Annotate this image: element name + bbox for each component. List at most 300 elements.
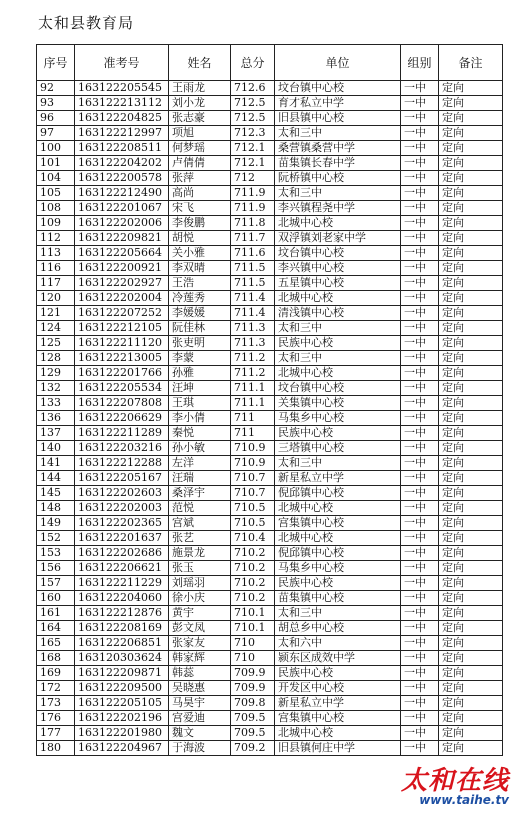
- col-remark-cell: 定向: [439, 441, 503, 456]
- col-unit-cell: 宫集镇中心校: [275, 516, 401, 531]
- col-exam-no-cell: 163122206851: [75, 636, 169, 651]
- col-seq-cell: 160: [37, 591, 75, 606]
- col-seq-cell: 168: [37, 651, 75, 666]
- table-row: [37, 201, 503, 216]
- col-exam-no-cell: 163122205105: [75, 696, 169, 711]
- col-seq-cell: 157: [37, 576, 75, 591]
- col-group-cell: 一中: [401, 471, 439, 486]
- col-score-cell: 712.1: [231, 141, 275, 156]
- col-group-cell: 一中: [401, 681, 439, 696]
- col-group-cell: 一中: [401, 711, 439, 726]
- table-row: [37, 306, 503, 321]
- col-score-cell: 712.1: [231, 156, 275, 171]
- col-remark-cell: 定向: [439, 726, 503, 741]
- col-exam-no-cell: 163122209821: [75, 231, 169, 246]
- col-exam-no-cell: 163122209500: [75, 681, 169, 696]
- col-score-cell: 712.5: [231, 96, 275, 111]
- col-remark-cell: 定向: [439, 396, 503, 411]
- col-group-cell: 一中: [401, 501, 439, 516]
- table-row: [37, 561, 503, 576]
- col-exam-no-cell: 163122211289: [75, 426, 169, 441]
- col-seq-cell: 96: [37, 111, 75, 126]
- site-watermark: [401, 768, 509, 807]
- col-exam-no-cell: 163122212876: [75, 606, 169, 621]
- col-exam-no-cell: 163122203216: [75, 441, 169, 456]
- col-seq-cell: 124: [37, 321, 75, 336]
- col-name-cell: 韩蕊: [169, 666, 231, 681]
- col-score-cell: 712: [231, 171, 275, 186]
- col-score-cell: 711.2: [231, 366, 275, 381]
- col-unit-cell: 北城中心校: [275, 726, 401, 741]
- col-score-cell: 711: [231, 411, 275, 426]
- col-exam-no-cell: 163122202004: [75, 291, 169, 306]
- col-unit-cell: 北城中心校: [275, 531, 401, 546]
- page-heading: 太和县教育局: [38, 14, 135, 32]
- table-row: [37, 576, 503, 591]
- table-row: [37, 81, 503, 96]
- col-exam-no-cell: 163122202686: [75, 546, 169, 561]
- col-seq-cell: 125: [37, 336, 75, 351]
- col-score-cell: 710.7: [231, 486, 275, 501]
- col-seq-cell: 117: [37, 276, 75, 291]
- col-seq-cell: 93: [37, 96, 75, 111]
- table-row: [37, 411, 503, 426]
- col-score-cell: 709.9: [231, 681, 275, 696]
- col-name-cell: 阮佳林: [169, 321, 231, 336]
- col-group-cell: 一中: [401, 696, 439, 711]
- table-row: [37, 741, 503, 756]
- col-score-cell: 711.5: [231, 276, 275, 291]
- col-seq-cell: 148: [37, 501, 75, 516]
- col-unit-cell: 开发区中心校: [275, 681, 401, 696]
- col-remark-cell: 定向: [439, 81, 503, 96]
- col-unit-cell: 双浮镇刘老家中学: [275, 231, 401, 246]
- col-name-cell: 高尚: [169, 186, 231, 201]
- col-unit-cell: 李兴镇中心校: [275, 261, 401, 276]
- table-row: [37, 126, 503, 141]
- col-unit-cell: 旧县镇中心校: [275, 111, 401, 126]
- col-unit-cell: 新星私立中学: [275, 471, 401, 486]
- col-name-cell: 胡悦: [169, 231, 231, 246]
- col-name-cell: 范悦: [169, 501, 231, 516]
- col-score-cell: 709.5: [231, 711, 275, 726]
- col-name-cell: 桑泽宇: [169, 486, 231, 501]
- col-unit-cell: 太和三中: [275, 351, 401, 366]
- table-body: [37, 81, 503, 756]
- table-row: [37, 681, 503, 696]
- col-group-cell: 一中: [401, 651, 439, 666]
- col-name-cell: 卢倩倩: [169, 156, 231, 171]
- col-seq-cell: 132: [37, 381, 75, 396]
- col-unit-cell: 太和三中: [275, 606, 401, 621]
- col-remark-cell: 定向: [439, 546, 503, 561]
- col-unit-cell: 倪邱镇中心校: [275, 486, 401, 501]
- col-score-cell: 710.2: [231, 576, 275, 591]
- col-score-cell: 709.8: [231, 696, 275, 711]
- col-group-cell: 一中: [401, 516, 439, 531]
- col-score-cell: 710: [231, 636, 275, 651]
- table-row: [37, 426, 503, 441]
- col-exam-no-cell: 163122205545: [75, 81, 169, 96]
- col-group-cell: 一中: [401, 216, 439, 231]
- col-name-cell: 汪瑞: [169, 471, 231, 486]
- col-seq-cell: 97: [37, 126, 75, 141]
- col-seq-cell: 137: [37, 426, 75, 441]
- col-name-cell: 汪坤: [169, 381, 231, 396]
- col-exam-no-cell: 163122205664: [75, 246, 169, 261]
- col-score-cell: 711.1: [231, 396, 275, 411]
- header-col-name: 姓名: [169, 45, 231, 81]
- col-name-cell: 王浩: [169, 276, 231, 291]
- table-row: [37, 96, 503, 111]
- col-remark-cell: 定向: [439, 711, 503, 726]
- col-name-cell: 孙雅: [169, 366, 231, 381]
- col-exam-no-cell: 163122213005: [75, 351, 169, 366]
- col-group-cell: 一中: [401, 291, 439, 306]
- col-name-cell: 张吏明: [169, 336, 231, 351]
- col-name-cell: 吴晓惠: [169, 681, 231, 696]
- col-remark-cell: 定向: [439, 426, 503, 441]
- table-row: [37, 321, 503, 336]
- col-remark-cell: 定向: [439, 471, 503, 486]
- table-row: [37, 141, 503, 156]
- watermark-logo-text: 太和在线: [400, 766, 509, 796]
- col-remark-cell: 定向: [439, 216, 503, 231]
- col-name-cell: 徐小庆: [169, 591, 231, 606]
- col-remark-cell: 定向: [439, 681, 503, 696]
- col-unit-cell: 民族中心校: [275, 576, 401, 591]
- col-score-cell: 709.2: [231, 741, 275, 756]
- header-col-exam-no: 准考号: [75, 45, 169, 81]
- col-remark-cell: 定向: [439, 576, 503, 591]
- col-name-cell: 张玉: [169, 561, 231, 576]
- col-exam-no-cell: 163122201980: [75, 726, 169, 741]
- table-row: [37, 156, 503, 171]
- col-group-cell: 一中: [401, 621, 439, 636]
- col-remark-cell: 定向: [439, 591, 503, 606]
- col-name-cell: 王琪: [169, 396, 231, 411]
- col-unit-cell: 关集镇中心校: [275, 396, 401, 411]
- col-group-cell: 一中: [401, 111, 439, 126]
- col-seq-cell: 113: [37, 246, 75, 261]
- col-seq-cell: 120: [37, 291, 75, 306]
- col-exam-no-cell: 163122202006: [75, 216, 169, 231]
- col-remark-cell: 定向: [439, 456, 503, 471]
- col-group-cell: 一中: [401, 351, 439, 366]
- col-score-cell: 710.1: [231, 621, 275, 636]
- col-name-cell: 李小倩: [169, 411, 231, 426]
- table-row: [37, 711, 503, 726]
- col-seq-cell: 100: [37, 141, 75, 156]
- col-unit-cell: 倪邱镇中心校: [275, 546, 401, 561]
- col-unit-cell: 新星私立中学: [275, 696, 401, 711]
- col-score-cell: 710.2: [231, 591, 275, 606]
- col-exam-no-cell: 163122201766: [75, 366, 169, 381]
- col-group-cell: 一中: [401, 396, 439, 411]
- col-score-cell: 711.8: [231, 216, 275, 231]
- table-row: [37, 246, 503, 261]
- col-seq-cell: 121: [37, 306, 75, 321]
- col-exam-no-cell: 163122212105: [75, 321, 169, 336]
- col-score-cell: 711.7: [231, 231, 275, 246]
- col-group-cell: 一中: [401, 126, 439, 141]
- col-remark-cell: 定向: [439, 156, 503, 171]
- col-group-cell: 一中: [401, 141, 439, 156]
- col-exam-no-cell: 163122202196: [75, 711, 169, 726]
- col-exam-no-cell: 163122202365: [75, 516, 169, 531]
- col-group-cell: 一中: [401, 441, 439, 456]
- col-remark-cell: 定向: [439, 246, 503, 261]
- col-score-cell: 711.9: [231, 186, 275, 201]
- col-name-cell: 张志豪: [169, 111, 231, 126]
- col-group-cell: 一中: [401, 741, 439, 756]
- col-unit-cell: 太和六中: [275, 636, 401, 651]
- col-group-cell: 一中: [401, 666, 439, 681]
- col-name-cell: 李俊鹏: [169, 216, 231, 231]
- col-group-cell: 一中: [401, 276, 439, 291]
- col-seq-cell: 116: [37, 261, 75, 276]
- col-exam-no-cell: 163122201067: [75, 201, 169, 216]
- col-exam-no-cell: 163122211120: [75, 336, 169, 351]
- col-score-cell: 712.5: [231, 111, 275, 126]
- col-seq-cell: 133: [37, 396, 75, 411]
- col-name-cell: 宫爱迪: [169, 711, 231, 726]
- col-score-cell: 711.4: [231, 291, 275, 306]
- col-seq-cell: 153: [37, 546, 75, 561]
- col-group-cell: 一中: [401, 546, 439, 561]
- col-remark-cell: 定向: [439, 201, 503, 216]
- col-unit-cell: 李兴镇程尧中学: [275, 201, 401, 216]
- col-exam-no-cell: 163122207808: [75, 396, 169, 411]
- col-group-cell: 一中: [401, 201, 439, 216]
- col-seq-cell: 112: [37, 231, 75, 246]
- col-name-cell: 施景龙: [169, 546, 231, 561]
- col-exam-no-cell: 163122208511: [75, 141, 169, 156]
- table-row: [37, 696, 503, 711]
- col-remark-cell: 定向: [439, 171, 503, 186]
- col-score-cell: 711.4: [231, 306, 275, 321]
- col-unit-cell: 太和三中: [275, 186, 401, 201]
- col-remark-cell: 定向: [439, 231, 503, 246]
- col-unit-cell: 颍东区成效中学: [275, 651, 401, 666]
- col-exam-no-cell: 163122205167: [75, 471, 169, 486]
- col-exam-no-cell: 163122208169: [75, 621, 169, 636]
- table-row: [37, 111, 503, 126]
- col-group-cell: 一中: [401, 171, 439, 186]
- col-group-cell: 一中: [401, 576, 439, 591]
- table-row: [37, 366, 503, 381]
- col-seq-cell: 104: [37, 171, 75, 186]
- col-seq-cell: 101: [37, 156, 75, 171]
- col-seq-cell: 129: [37, 366, 75, 381]
- col-remark-cell: 定向: [439, 381, 503, 396]
- col-remark-cell: 定向: [439, 666, 503, 681]
- col-seq-cell: 173: [37, 696, 75, 711]
- col-name-cell: 项旭: [169, 126, 231, 141]
- table-row: [37, 441, 503, 456]
- col-name-cell: 宋飞: [169, 201, 231, 216]
- col-group-cell: 一中: [401, 231, 439, 246]
- col-name-cell: 左洋: [169, 456, 231, 471]
- col-name-cell: 于海波: [169, 741, 231, 756]
- table-row: [37, 546, 503, 561]
- col-remark-cell: 定向: [439, 126, 503, 141]
- col-exam-no-cell: 163122204202: [75, 156, 169, 171]
- col-remark-cell: 定向: [439, 321, 503, 336]
- col-score-cell: 712.6: [231, 81, 275, 96]
- table-row: [37, 636, 503, 651]
- col-remark-cell: 定向: [439, 606, 503, 621]
- col-group-cell: 一中: [401, 156, 439, 171]
- table-row: [37, 381, 503, 396]
- table-row: [37, 486, 503, 501]
- col-seq-cell: 172: [37, 681, 75, 696]
- col-seq-cell: 140: [37, 441, 75, 456]
- col-remark-cell: 定向: [439, 96, 503, 111]
- col-exam-no-cell: 163122202603: [75, 486, 169, 501]
- col-seq-cell: 144: [37, 471, 75, 486]
- col-unit-cell: 苗集镇中心校: [275, 591, 401, 606]
- table-row: [37, 516, 503, 531]
- col-exam-no-cell: 163122207252: [75, 306, 169, 321]
- col-group-cell: 一中: [401, 261, 439, 276]
- col-unit-cell: 坟台镇中心校: [275, 81, 401, 96]
- col-group-cell: 一中: [401, 246, 439, 261]
- col-group-cell: 一中: [401, 306, 439, 321]
- col-score-cell: 709.5: [231, 726, 275, 741]
- admission-table: [36, 44, 503, 756]
- col-seq-cell: 149: [37, 516, 75, 531]
- col-seq-cell: 92: [37, 81, 75, 96]
- col-group-cell: 一中: [401, 726, 439, 741]
- col-unit-cell: 清浅镇中心校: [275, 306, 401, 321]
- col-exam-no-cell: 163122209871: [75, 666, 169, 681]
- col-score-cell: 710.7: [231, 471, 275, 486]
- col-score-cell: 711.9: [231, 201, 275, 216]
- table-row: [37, 456, 503, 471]
- table-row: [37, 531, 503, 546]
- col-unit-cell: 苗集镇长春中学: [275, 156, 401, 171]
- col-group-cell: 一中: [401, 561, 439, 576]
- col-name-cell: 黄宇: [169, 606, 231, 621]
- table-row: [37, 291, 503, 306]
- col-group-cell: 一中: [401, 606, 439, 621]
- col-unit-cell: 坟台镇中心校: [275, 246, 401, 261]
- col-group-cell: 一中: [401, 486, 439, 501]
- col-name-cell: 彭文凤: [169, 621, 231, 636]
- col-remark-cell: 定向: [439, 366, 503, 381]
- col-score-cell: 711.2: [231, 351, 275, 366]
- col-name-cell: 刘瑶羽: [169, 576, 231, 591]
- col-remark-cell: 定向: [439, 486, 503, 501]
- col-unit-cell: 太和三中: [275, 456, 401, 471]
- col-remark-cell: 定向: [439, 351, 503, 366]
- table-row: [37, 621, 503, 636]
- col-remark-cell: 定向: [439, 291, 503, 306]
- table-row: [37, 276, 503, 291]
- col-exam-no-cell: 163122204060: [75, 591, 169, 606]
- col-remark-cell: 定向: [439, 336, 503, 351]
- col-remark-cell: 定向: [439, 276, 503, 291]
- table-row: [37, 336, 503, 351]
- col-name-cell: 秦悦: [169, 426, 231, 441]
- col-group-cell: 一中: [401, 411, 439, 426]
- col-score-cell: 711.3: [231, 336, 275, 351]
- col-unit-cell: 北城中心校: [275, 216, 401, 231]
- col-seq-cell: 176: [37, 711, 75, 726]
- col-exam-no-cell: 163122200921: [75, 261, 169, 276]
- col-name-cell: 韩家辉: [169, 651, 231, 666]
- col-score-cell: 711: [231, 426, 275, 441]
- col-exam-no-cell: 163122205534: [75, 381, 169, 396]
- col-exam-no-cell: 163122201637: [75, 531, 169, 546]
- header-row: [37, 45, 503, 81]
- header-col-group: 组别: [401, 45, 439, 81]
- col-seq-cell: 180: [37, 741, 75, 756]
- col-exam-no-cell: 163122204967: [75, 741, 169, 756]
- col-seq-cell: 128: [37, 351, 75, 366]
- col-group-cell: 一中: [401, 321, 439, 336]
- col-seq-cell: 169: [37, 666, 75, 681]
- table-row: [37, 186, 503, 201]
- col-name-cell: 刘小龙: [169, 96, 231, 111]
- col-remark-cell: 定向: [439, 696, 503, 711]
- table-row: [37, 471, 503, 486]
- col-remark-cell: 定向: [439, 621, 503, 636]
- col-name-cell: 李双晴: [169, 261, 231, 276]
- col-group-cell: 一中: [401, 531, 439, 546]
- col-exam-no-cell: 163122206629: [75, 411, 169, 426]
- col-unit-cell: 民族中心校: [275, 666, 401, 681]
- col-unit-cell: 三塔镇中心校: [275, 441, 401, 456]
- col-name-cell: 魏文: [169, 726, 231, 741]
- header-col-remark: 备注: [439, 45, 503, 81]
- col-unit-cell: 育才私立中学: [275, 96, 401, 111]
- col-group-cell: 一中: [401, 426, 439, 441]
- col-group-cell: 一中: [401, 381, 439, 396]
- col-seq-cell: 164: [37, 621, 75, 636]
- col-seq-cell: 141: [37, 456, 75, 471]
- col-remark-cell: 定向: [439, 651, 503, 666]
- col-score-cell: 710.2: [231, 546, 275, 561]
- col-group-cell: 一中: [401, 636, 439, 651]
- col-name-cell: 何梦瑶: [169, 141, 231, 156]
- table-row: [37, 216, 503, 231]
- col-unit-cell: 民族中心校: [275, 426, 401, 441]
- col-unit-cell: 旧县镇何庄中学: [275, 741, 401, 756]
- col-unit-cell: 民族中心校: [275, 336, 401, 351]
- col-name-cell: 孙小敏: [169, 441, 231, 456]
- header-col-score: 总分: [231, 45, 275, 81]
- col-name-cell: 王雨龙: [169, 81, 231, 96]
- table-row: [37, 171, 503, 186]
- col-score-cell: 710.1: [231, 606, 275, 621]
- col-seq-cell: 109: [37, 216, 75, 231]
- col-score-cell: 710.5: [231, 516, 275, 531]
- col-score-cell: 711.6: [231, 246, 275, 261]
- col-remark-cell: 定向: [439, 411, 503, 426]
- col-group-cell: 一中: [401, 186, 439, 201]
- header-col-unit: 单位: [275, 45, 401, 81]
- col-score-cell: 711.1: [231, 381, 275, 396]
- col-unit-cell: 马集乡中心校: [275, 411, 401, 426]
- col-remark-cell: 定向: [439, 636, 503, 651]
- col-unit-cell: 五星镇中心校: [275, 276, 401, 291]
- col-score-cell: 710.2: [231, 561, 275, 576]
- col-unit-cell: 宫集镇中心校: [275, 711, 401, 726]
- col-remark-cell: 定向: [439, 111, 503, 126]
- col-unit-cell: 太和三中: [275, 126, 401, 141]
